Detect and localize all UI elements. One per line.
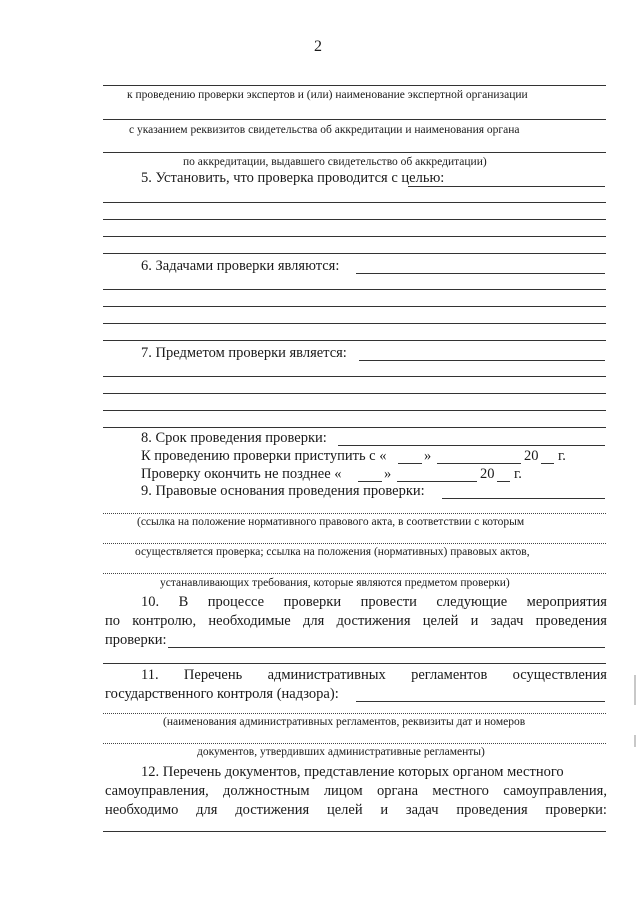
page-number: 2 bbox=[314, 38, 322, 55]
item10-word: задач bbox=[490, 613, 524, 629]
item11-line-1 bbox=[141, 667, 607, 684]
item8-end-suffix: г. bbox=[514, 466, 522, 482]
item11-word: осуществления bbox=[512, 667, 607, 683]
item8-start-suffix: г. bbox=[558, 448, 566, 464]
item7-text: 7. Предметом проверки является: bbox=[141, 345, 347, 361]
item12-line-1: 12. Перечень документов, представление которых органом местного bbox=[141, 764, 564, 780]
item12-blank-line bbox=[103, 831, 606, 832]
item10-line-2 bbox=[105, 613, 607, 630]
item8-start-prefix: К проведению проверки приступить с « bbox=[141, 448, 387, 464]
item9-blank-line-1 bbox=[103, 513, 606, 514]
item8-end-year-blank bbox=[497, 481, 510, 482]
item12-word: органа bbox=[376, 783, 419, 799]
item12-word: и bbox=[380, 802, 389, 818]
item12-word: проведения bbox=[456, 802, 528, 818]
header-caption-2: с указанием реквизитов свидетельства об аккредитации и наименования органа bbox=[129, 124, 520, 136]
item9-blank-line-2 bbox=[103, 543, 606, 544]
item8-start-year-blank bbox=[541, 463, 554, 464]
item8-start-quote: » bbox=[424, 448, 432, 464]
item5-blank-line-2 bbox=[103, 219, 606, 220]
item12-word: самоуправления, bbox=[503, 783, 607, 799]
item8-start-year: 20 bbox=[524, 448, 539, 464]
item6-fill-line bbox=[356, 273, 605, 274]
item10-word: провести bbox=[360, 594, 417, 610]
item12-word: местного bbox=[432, 783, 489, 799]
header-caption-1: к проведению проверки экспертов и (или) наименование экспертной организации bbox=[127, 89, 528, 101]
item10-line-1 bbox=[141, 594, 607, 611]
item10-line-3: проверки: bbox=[105, 632, 167, 648]
item9-blank-line-3 bbox=[103, 573, 606, 574]
item12-word: задач bbox=[405, 802, 439, 818]
item12-word: целей bbox=[326, 802, 363, 818]
item9-caption-3: устанавливающих требования, которые являются предметом проверки) bbox=[160, 577, 510, 589]
item10-fill-line bbox=[168, 647, 605, 648]
item7-fill-line bbox=[359, 360, 605, 361]
item6-text: 6. Задачами проверки являются: bbox=[141, 258, 340, 274]
item11-fill-line bbox=[356, 701, 605, 702]
item6-blank-line-2 bbox=[103, 306, 606, 307]
item8-start-day-blank bbox=[398, 463, 422, 464]
header-blank-line-2 bbox=[103, 119, 606, 120]
item5-blank-line-3 bbox=[103, 236, 606, 237]
item6-blank-line-1 bbox=[103, 289, 606, 290]
item11-word: 11. bbox=[141, 667, 159, 683]
item10-word: следующие bbox=[436, 594, 508, 610]
item10-word: и bbox=[470, 613, 479, 629]
item10-word: по bbox=[105, 613, 121, 629]
header-caption-3: по аккредитации, выдавшего свидетельство об аккредитации) bbox=[183, 156, 487, 168]
item5-blank-line-1 bbox=[103, 202, 606, 203]
item8-end-day-blank bbox=[358, 481, 382, 482]
item5-fill-line bbox=[408, 186, 605, 187]
item12-word: для bbox=[196, 802, 218, 818]
item10-word: для bbox=[302, 613, 325, 629]
item10-word: контролю, bbox=[132, 613, 197, 629]
item12-word: самоуправления, bbox=[105, 783, 209, 799]
item5-blank-line-4 bbox=[103, 253, 606, 254]
item7-blank-line-4 bbox=[103, 427, 606, 428]
item10-word: В bbox=[178, 594, 189, 610]
item12-line-3 bbox=[105, 802, 607, 819]
item7-blank-line-3 bbox=[103, 410, 606, 411]
item11-word: регламентов bbox=[411, 667, 488, 683]
item10-word: процессе bbox=[207, 594, 265, 610]
item10-word: проверки bbox=[283, 594, 342, 610]
scan-edge-mark bbox=[634, 675, 636, 705]
item9-caption-1: (ссылка на положение нормативного правового акта, в соответствии с которым bbox=[137, 516, 525, 528]
item9-fill-line bbox=[442, 498, 605, 499]
item11-word: административных bbox=[267, 667, 386, 683]
item12-word: необходимо bbox=[105, 802, 179, 818]
item12-line-2 bbox=[105, 783, 607, 800]
item5-text: 5. Установить, что проверка проводится с целью: bbox=[141, 170, 445, 186]
item6-blank-line-4 bbox=[103, 340, 606, 341]
item11-word: Перечень bbox=[183, 667, 243, 683]
item11-line-2: государственного контроля (надзора): bbox=[105, 686, 339, 702]
item8-end-quote: » bbox=[384, 466, 392, 482]
item12-word: лицом bbox=[323, 783, 363, 799]
item12-word: должностным bbox=[223, 783, 310, 799]
item7-blank-line-1 bbox=[103, 376, 606, 377]
header-blank-line-1 bbox=[103, 85, 606, 86]
item11-blank-line-2 bbox=[103, 743, 606, 744]
item8-end-month-blank bbox=[397, 481, 477, 482]
item12-word: достижения bbox=[235, 802, 310, 818]
item11-blank-line-1 bbox=[103, 713, 606, 714]
item10-word: проведения bbox=[535, 613, 607, 629]
item10-word: достижения bbox=[336, 613, 411, 629]
scan-edge-mark bbox=[634, 735, 636, 747]
item6-blank-line-3 bbox=[103, 323, 606, 324]
item10-word: 10. bbox=[141, 594, 160, 610]
item8-title-fill bbox=[338, 445, 605, 446]
item7-blank-line-2 bbox=[103, 393, 606, 394]
item11-caption-2: документов, утвердивших административные регламенты) bbox=[197, 746, 485, 758]
item8-end-year: 20 bbox=[480, 466, 495, 482]
item9-text: 9. Правовые основания проведения проверки: bbox=[141, 483, 425, 499]
item10-blank-line bbox=[103, 663, 606, 664]
item8-end-prefix: Проверку окончить не позднее « bbox=[141, 466, 342, 482]
item11-caption-1: (наименования административных регламентов, реквизиты дат и номеров bbox=[163, 716, 526, 728]
item10-word: мероприятия bbox=[526, 594, 607, 610]
item10-word: целей bbox=[422, 613, 459, 629]
header-blank-line-3 bbox=[103, 152, 606, 153]
item10-word: необходимые bbox=[208, 613, 291, 629]
item12-word: проверки: bbox=[545, 802, 607, 818]
item8-title: 8. Срок проведения проверки: bbox=[141, 430, 327, 446]
item8-start-month-blank bbox=[437, 463, 521, 464]
item9-caption-2: осуществляется проверка; ссылка на положения (нормативных) правовых актов, bbox=[135, 546, 530, 558]
